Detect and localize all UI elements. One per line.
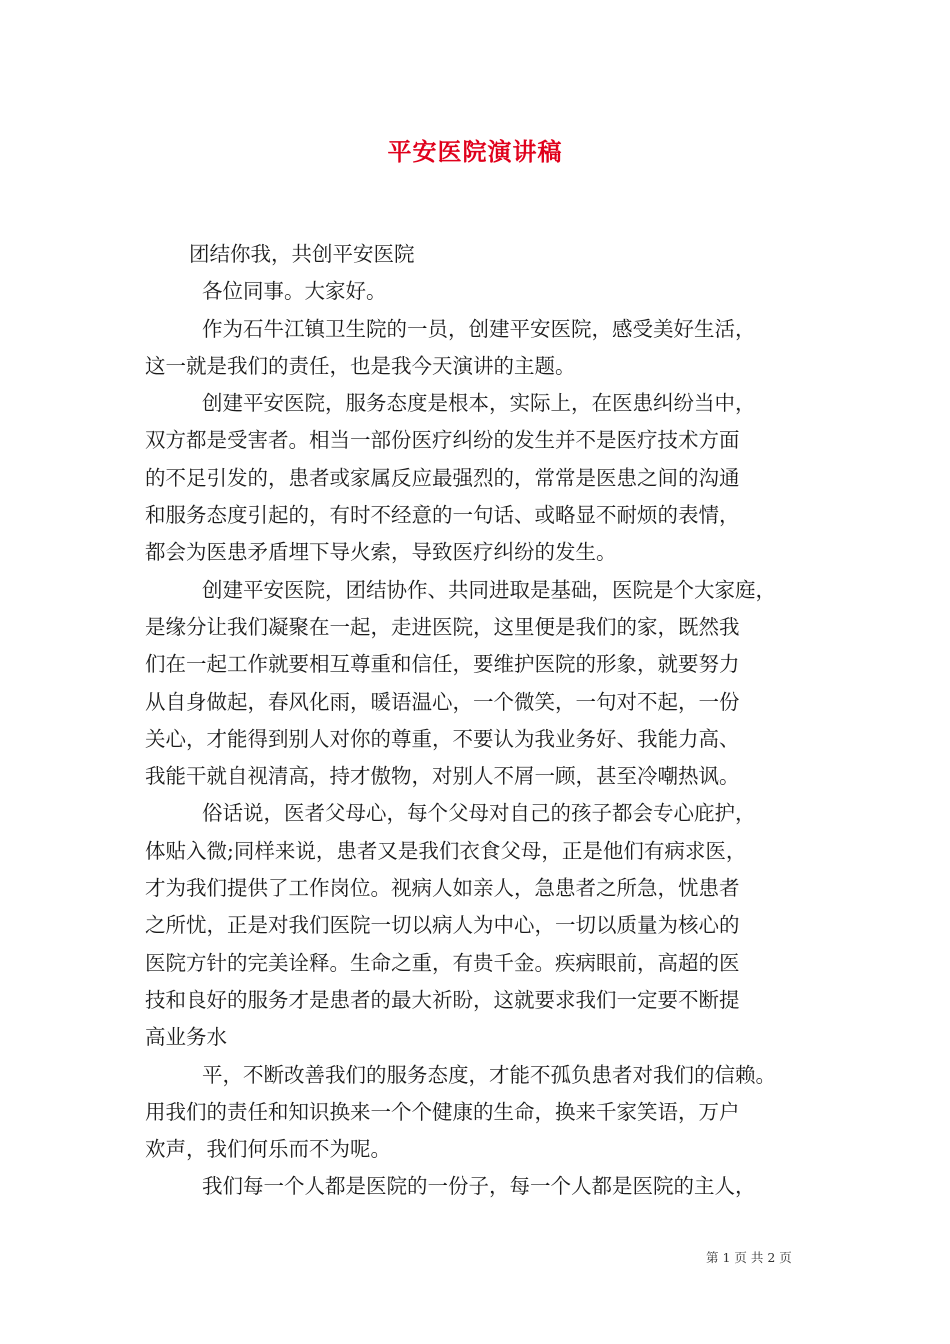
text-line: 这一就是我们的责任，也是我今天演讲的主题。 xyxy=(145,353,576,378)
text-line: 作为石牛江镇卫生院的一员，创建平安医院，感受美好生活， xyxy=(202,316,756,341)
text-line: 我们每一个人都是医院的一份子，每一个人都是医院的主人， xyxy=(202,1174,756,1199)
text-line: 创建平安医院，团结协作、共同进取是基础，医院是个大家庭， xyxy=(202,577,776,602)
text-line: 们在一起工作就要相互尊重和信任，要维护医院的形象，就要努力 xyxy=(145,652,740,677)
text-line: 创建平安医院，服务态度是根本，实际上，在医患纠纷当中， xyxy=(202,391,756,416)
text-line: 从自身做起，春风化雨，暖语温心，一个微笑，一句对不起，一份 xyxy=(145,689,740,714)
text-line: 平，不断改善我们的服务态度，才能不孤负患者对我们的信赖。 xyxy=(202,1062,776,1087)
text-line: 高业务水 xyxy=(145,1025,227,1050)
text-line: 团结你我，共创平安医院 xyxy=(189,242,415,266)
text-line: 俗话说，医者父母心，每个父母对自己的孩子都会专心庇护， xyxy=(202,801,756,826)
text-line: 才为我们提供了工作岗位。视病人如亲人，急患者之所急，忧患者 xyxy=(145,876,740,901)
text-line: 医院方针的完美诠释。生命之重，有贵千金。疾病眼前，高超的医 xyxy=(145,950,740,975)
text-line: 体贴入微;同样来说，患者又是我们衣食父母，正是他们有病求医， xyxy=(145,838,747,863)
text-line: 和服务态度引起的，有时不经意的一句话、或略显不耐烦的表情， xyxy=(145,503,740,528)
document-title: 平安医院演讲稿 xyxy=(387,137,563,166)
text-line: 双方都是受害者。相当一部份医疗纠纷的发生并不是医疗技术方面 xyxy=(145,428,740,453)
text-line: 欢声，我们何乐而不为呢。 xyxy=(145,1137,391,1162)
text-line: 的不足引发的，患者或家属反应最强烈的，常常是医患之间的沟通 xyxy=(145,465,740,490)
text-line: 我能干就自视清高，持才傲物，对别人不屑一顾，甚至冷嘲热讽。 xyxy=(145,764,740,789)
text-line: 都会为医患矛盾埋下导火索，导致医疗纠纷的发生。 xyxy=(145,540,617,565)
text-line: 技和良好的服务才是患者的最大祈盼，这就要求我们一定要不断提 xyxy=(145,987,740,1012)
page-indicator: 第 1 页 共 2 页 xyxy=(706,1250,792,1265)
text-line: 用我们的责任和知识换来一个个健康的生命，换来千家笑语，万户 xyxy=(145,1099,740,1124)
document-body xyxy=(145,236,815,1206)
text-line: 是缘分让我们凝聚在一起，走进医院，这里便是我们的家，既然我 xyxy=(145,614,740,639)
text-line: 各位同事。大家好。 xyxy=(202,279,387,304)
text-line: 之所忧，正是对我们医院一切以病人为中心，一切以质量为核心的 xyxy=(145,913,740,938)
text-line: 关心，才能得到别人对你的尊重，不要认为我业务好、我能力高、 xyxy=(145,726,740,751)
